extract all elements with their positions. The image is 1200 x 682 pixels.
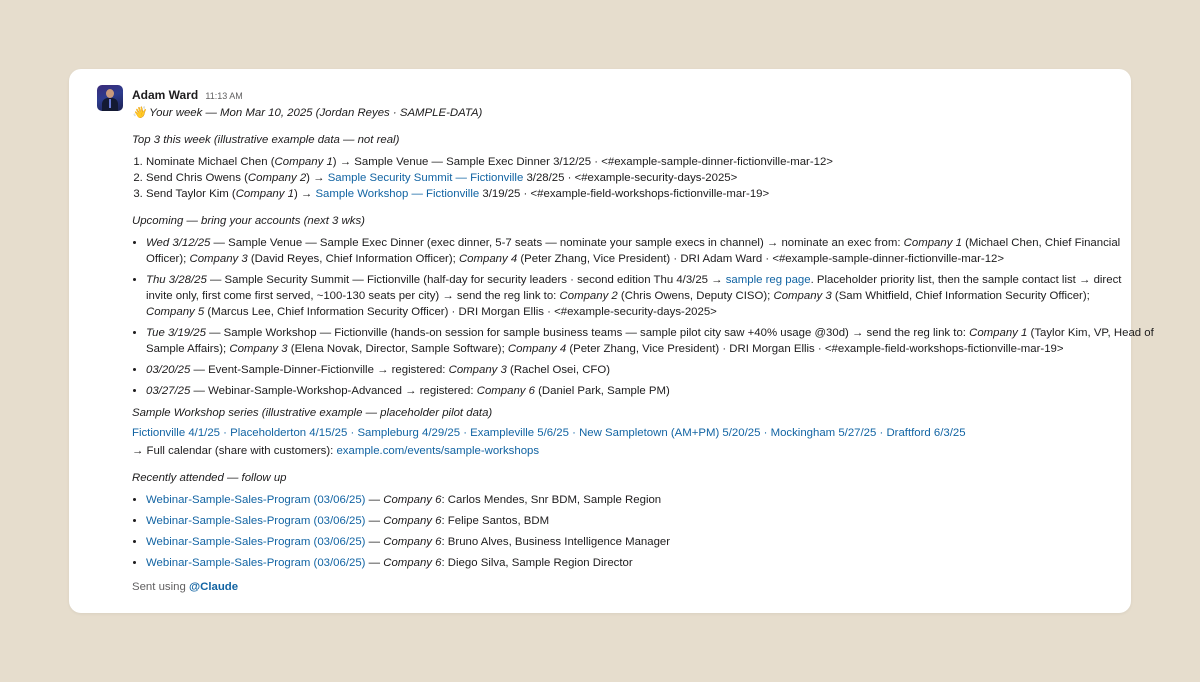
upcoming-item — [146, 362, 1112, 378]
webinar-link[interactable]: Webinar-Sample-Sales-Program (03/06/25) — [146, 494, 366, 506]
avatar-tie — [109, 99, 111, 108]
webinar-link[interactable]: Webinar-Sample-Sales-Program (03/06/25) — [146, 557, 366, 569]
avatar-head — [106, 89, 114, 98]
event-text: (Daniel Park, Sample PM) — [534, 385, 670, 397]
series-link[interactable]: New Sampletown (AM+PM) 5/20/25 — [579, 427, 761, 439]
calendar-line — [132, 443, 1112, 459]
recent-item — [146, 513, 1112, 529]
company-name: Company 3 — [229, 343, 288, 355]
recent-item — [146, 534, 1112, 550]
series-link[interactable]: Exampleville 5/6/25 — [470, 427, 569, 439]
top3-item — [146, 154, 1112, 170]
upcoming-item — [146, 383, 1112, 399]
attendee-detail: : Bruno Alves, Business Intelligence Manager — [441, 536, 671, 548]
series-separator: · — [568, 427, 580, 439]
company-name: Company 6 — [383, 536, 442, 548]
attendee-detail: : Felipe Santos, BDM — [441, 515, 550, 527]
series-separator: · — [220, 427, 231, 439]
event-text: — Sample Workshop — Fictionville (hands-on session for sample business teams — sample pilot city saw +40% usage @30d) → send the reg link to: — [205, 327, 970, 339]
message-timestamp[interactable]: 11:13 AM — [205, 91, 243, 101]
attendee-detail: : Diego Silva, Sample Region Director — [441, 557, 633, 569]
upcoming-list — [132, 235, 1154, 399]
recent-sep: — — [365, 536, 384, 548]
company-name: Company 5 — [146, 306, 205, 318]
top3-item-text: ) → — [293, 188, 316, 200]
upcoming-item — [146, 272, 1122, 320]
top3-item-text: Send Chris Owens ( — [146, 172, 248, 184]
top3-item — [146, 186, 1112, 202]
top3-item-text: Send Taylor Kim ( — [146, 188, 236, 200]
event-text: — Webinar-Sample-Workshop-Advanced → registered: — [190, 385, 477, 397]
recent-sep: — — [365, 515, 384, 527]
event-text: . Placeholder priority list, then the sample contact list → direct — [810, 274, 1122, 286]
recent-title: Recently attended — follow up — [132, 472, 287, 484]
recent-sep: — — [365, 557, 384, 569]
calendar-prefix: → Full calendar (share with customers): — [132, 445, 337, 457]
company-name: Company 2 — [247, 172, 307, 184]
event-text: invite only, first come first served, ~100-130 seats per city) → send the reg link to: — [146, 290, 560, 302]
event-text: (Michael Chen, Chief Financial — [961, 237, 1121, 249]
company-name: Company 1 — [235, 188, 294, 200]
company-name: Company 6 — [383, 515, 442, 527]
event-text: (Elena Novak, Director, Sample Software); — [287, 343, 508, 355]
series-separator: · — [760, 427, 771, 439]
message-card — [69, 69, 1154, 613]
company-name: Company 2 — [559, 290, 618, 302]
company-name: Company 6 — [383, 557, 442, 569]
event-text: (Peter Zhang, Vice President) · DRI Morgan Ellis · <#example-field-workshops-fictionville-mar-19> — [566, 343, 1064, 355]
series-title: Sample Workshop series (illustrative example — placeholder pilot data) — [132, 407, 493, 419]
top3-item-text: ) → Sample Venue — Sample Exec Dinner 3/12/25 · <#example-sample-dinner-fictionville-mar-12> — [332, 156, 833, 168]
series-link[interactable]: Fictionville 4/1/25 — [132, 427, 221, 439]
greeting-text: Your week — Mon Mar 10, 2025 (Jordan Reyes · SAMPLE-DATA) — [146, 107, 483, 119]
event-text: (David Reyes, Chief Information Officer); — [247, 253, 459, 265]
top3-item — [146, 170, 1112, 186]
event-date: 03/27/25 — [146, 385, 191, 397]
sender-name[interactable]: Adam Ward — [132, 88, 199, 102]
event-text: (Sam Whitfield, Chief Information Security Officer); — [831, 290, 1090, 302]
series-separator: · — [347, 427, 358, 439]
event-text: Sample Affairs); — [146, 343, 230, 355]
company-name: Company 4 — [507, 343, 567, 355]
event-link[interactable]: Sample Workshop — Fictionville — [315, 188, 480, 200]
event-text: (Taylor Kim, VP, Head of — [1027, 327, 1154, 339]
top3-item-text: ) → — [306, 172, 328, 184]
recent-item — [146, 555, 1112, 571]
event-date: Thu 3/28/25 — [146, 274, 207, 286]
top3-item-text: 3/28/25 · <#example-security-days-2025> — [523, 172, 738, 184]
sent-using-footer — [132, 579, 1112, 595]
top3-item-text: 3/19/25 · <#example-field-workshops-fictionville-mar-19> — [479, 188, 770, 200]
event-link[interactable]: Sample Security Summit — Fictionville — [327, 172, 524, 184]
company-name: Company 1 — [903, 237, 962, 249]
event-text: (Peter Zhang, Vice President) · DRI Adam Ward · <#example-sample-dinner-fictionville-mar-12> — [517, 253, 1005, 265]
company-name: Company 3 — [448, 364, 507, 376]
event-text: (Rachel Osei, CFO) — [506, 364, 611, 376]
company-name: Company 1 — [274, 156, 333, 168]
event-text: — Sample Venue — Sample Exec Dinner (exec dinner, 5-7 seats — nominate your sample execs in channel) → nominate an exec from: — [210, 237, 904, 249]
event-text: — Event-Sample-Dinner-Fictionville → registered: — [190, 364, 449, 376]
greeting-line — [132, 105, 1112, 121]
series-separator: · — [460, 427, 471, 439]
sender-avatar[interactable] — [97, 85, 123, 111]
upcoming-item — [146, 235, 1121, 267]
event-date: Tue 3/19/25 — [146, 327, 206, 339]
series-link[interactable]: Placeholderton 4/15/25 — [230, 427, 348, 439]
upcoming-item — [146, 325, 1154, 357]
series-link[interactable]: Draftford 6/3/25 — [886, 427, 966, 439]
company-name: Company 6 — [383, 494, 442, 506]
sent-using-prefix: Sent using — [132, 581, 189, 593]
series-link[interactable]: Sampleburg 4/29/25 — [357, 427, 461, 439]
calendar-link[interactable]: example.com/events/sample-workshops — [336, 445, 540, 457]
recent-list — [132, 492, 1112, 571]
attendee-detail: : Carlos Mendes, Snr BDM, Sample Region — [441, 494, 662, 506]
series-link[interactable]: Mockingham 5/27/25 — [770, 427, 877, 439]
company-name: Company 3 — [773, 290, 832, 302]
event-text: (Marcus Lee, Chief Information Security Officer) · DRI Morgan Ellis · <#example-security-days-2025> — [204, 306, 717, 318]
company-name: Company 1 — [969, 327, 1028, 339]
company-name: Company 3 — [189, 253, 248, 265]
series-links — [132, 425, 1112, 441]
reg-page-link[interactable]: sample reg page — [725, 274, 811, 286]
company-name: Company 4 — [458, 253, 518, 265]
upcoming-title: Upcoming — bring your accounts (next 3 wks) — [132, 215, 365, 227]
event-date: 03/20/25 — [146, 364, 191, 376]
wave-icon: 👋 — [132, 107, 147, 119]
claude-mention[interactable]: @Claude — [189, 581, 239, 593]
series-separator: · — [876, 427, 887, 439]
recent-item — [146, 492, 1112, 508]
top3-title: Top 3 this week (illustrative example data — not real) — [132, 134, 400, 146]
top3-list — [132, 154, 1112, 202]
webinar-link[interactable]: Webinar-Sample-Sales-Program (03/06/25) — [146, 536, 366, 548]
event-date: Wed 3/12/25 — [146, 237, 211, 249]
event-text: Officer); — [146, 253, 190, 265]
recent-sep: — — [365, 494, 384, 506]
top3-item-text: Nominate Michael Chen ( — [146, 156, 275, 168]
event-text: — Sample Security Summit — Fictionville (half-day for security leaders · second edition Thu 4/3/25 → — [206, 274, 726, 286]
company-name: Company 6 — [476, 385, 535, 397]
message-content — [132, 87, 1154, 595]
webinar-link[interactable]: Webinar-Sample-Sales-Program (03/06/25) — [146, 515, 366, 527]
event-text: (Chris Owens, Deputy CISO); — [617, 290, 774, 302]
message-header — [132, 87, 1112, 103]
